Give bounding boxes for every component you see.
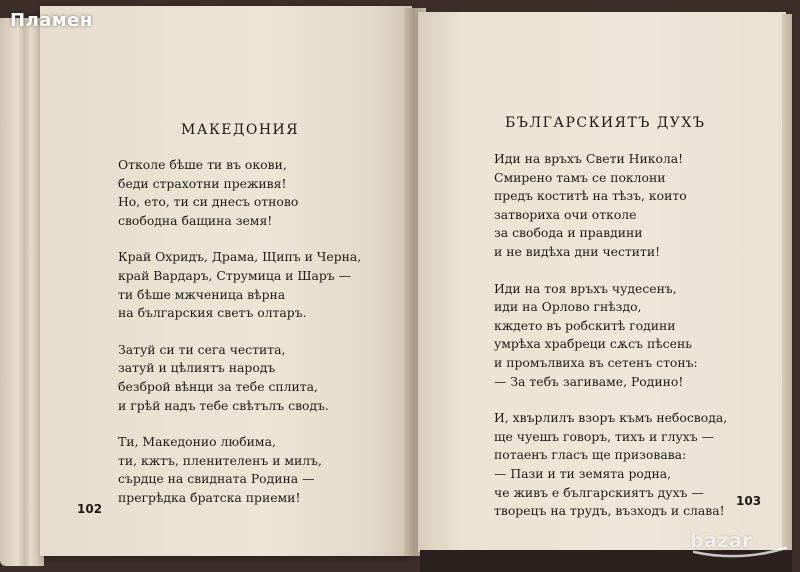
poem-line: за свобода и правдини: [494, 225, 643, 241]
right-page-number: 103: [736, 494, 762, 508]
poem-line: ти бѣше мжченица вѣрна: [118, 286, 286, 302]
left-poem-body: [118, 156, 361, 508]
poem-line: край Вардаръ, Струмица и Шаръ —: [118, 267, 352, 283]
poem-line: на българския светъ олтаръ.: [118, 305, 307, 321]
poem-stanza: [118, 156, 361, 230]
poem-stanza: [118, 341, 361, 415]
poem-line: затуй и цѣлиятъ народъ: [118, 360, 276, 376]
poem-line: И, хвърлилъ взоръ къмъ небосвода,: [494, 410, 728, 426]
poem-line: Край Охридъ, Драма, Щипъ и Черна,: [118, 249, 362, 265]
poem-line: и грѣй надъ тебе свѣтълъ сводъ.: [118, 397, 329, 413]
poem-line: ти, кжтъ, пленителенъ и милъ,: [118, 452, 322, 468]
poem-line: предъ коститѣ на тѣзъ, които: [494, 188, 687, 204]
poem-line: затвориха очи отколе: [494, 206, 637, 222]
poem-line: Ти, Македонио любима,: [118, 434, 276, 450]
right-poem-title: БЪЛГАРСКИЯТЪ ДУХЪ: [505, 115, 706, 131]
book-edge-right: [782, 14, 792, 554]
poem-stanza: [118, 433, 361, 507]
left-page-number: 102: [77, 502, 103, 516]
poem-stanza: [494, 150, 727, 262]
poem-line: свободна бащина земя!: [118, 212, 273, 228]
poem-line: творецъ на трудъ, възходъ и слава!: [494, 503, 725, 519]
poem-line: кждето въ робскитѣ години: [494, 317, 676, 333]
poem-line: безброй вѣнци за тебе сплита,: [118, 378, 318, 394]
left-poem-title: МАКЕДОНИЯ: [181, 122, 300, 138]
poem-line: Но, ето, ти си днесъ отново: [118, 194, 299, 210]
poem-stanza: [494, 409, 727, 521]
poem-line: иди на Орлово гнѣздо,: [494, 299, 642, 315]
poem-stanza: [118, 248, 361, 322]
poem-line: сърдце на свидната Родина —: [118, 471, 315, 487]
poem-line: Иди на връхъ Свети Никола!: [494, 151, 684, 166]
poem-line: прегрѣдка братска приеми!: [118, 489, 301, 505]
poem-line: и промълвиха въ сетенъ стонъ:: [494, 354, 698, 370]
poem-line: Иди на тоя връхъ чудесенъ,: [494, 280, 677, 296]
poem-stanza: [494, 280, 727, 392]
poem-line: и не видѣха дни честити!: [494, 243, 661, 259]
poem-line: Затуй си ти сега честита,: [118, 341, 286, 357]
poem-line: — За тебъ загиваме, Родино!: [494, 373, 684, 389]
book-edge-left: [0, 18, 44, 566]
poem-line: Смирено тамъ се поклони: [494, 169, 666, 185]
poem-line: потаенъ гласъ ще призовава:: [494, 447, 687, 463]
poem-line: ще чуешъ говоръ, тихъ и глухъ —: [494, 428, 715, 444]
seller-watermark: Пламен: [10, 10, 93, 31]
bazar-logo: [690, 528, 794, 558]
poem-line: че живъ е българскиятъ духъ —: [494, 484, 704, 500]
bazar-logo-text: bazar: [690, 530, 753, 552]
poem-line: — Пази и ти земята родна,: [494, 465, 672, 481]
right-poem-body: [494, 150, 727, 521]
poem-line: умрѣха храбреци сѫсъ пѣсень: [494, 336, 692, 352]
poem-line: беди страхотни преживя!: [118, 175, 287, 191]
poem-line: Отколе бѣше ти въ окови,: [118, 157, 287, 172]
